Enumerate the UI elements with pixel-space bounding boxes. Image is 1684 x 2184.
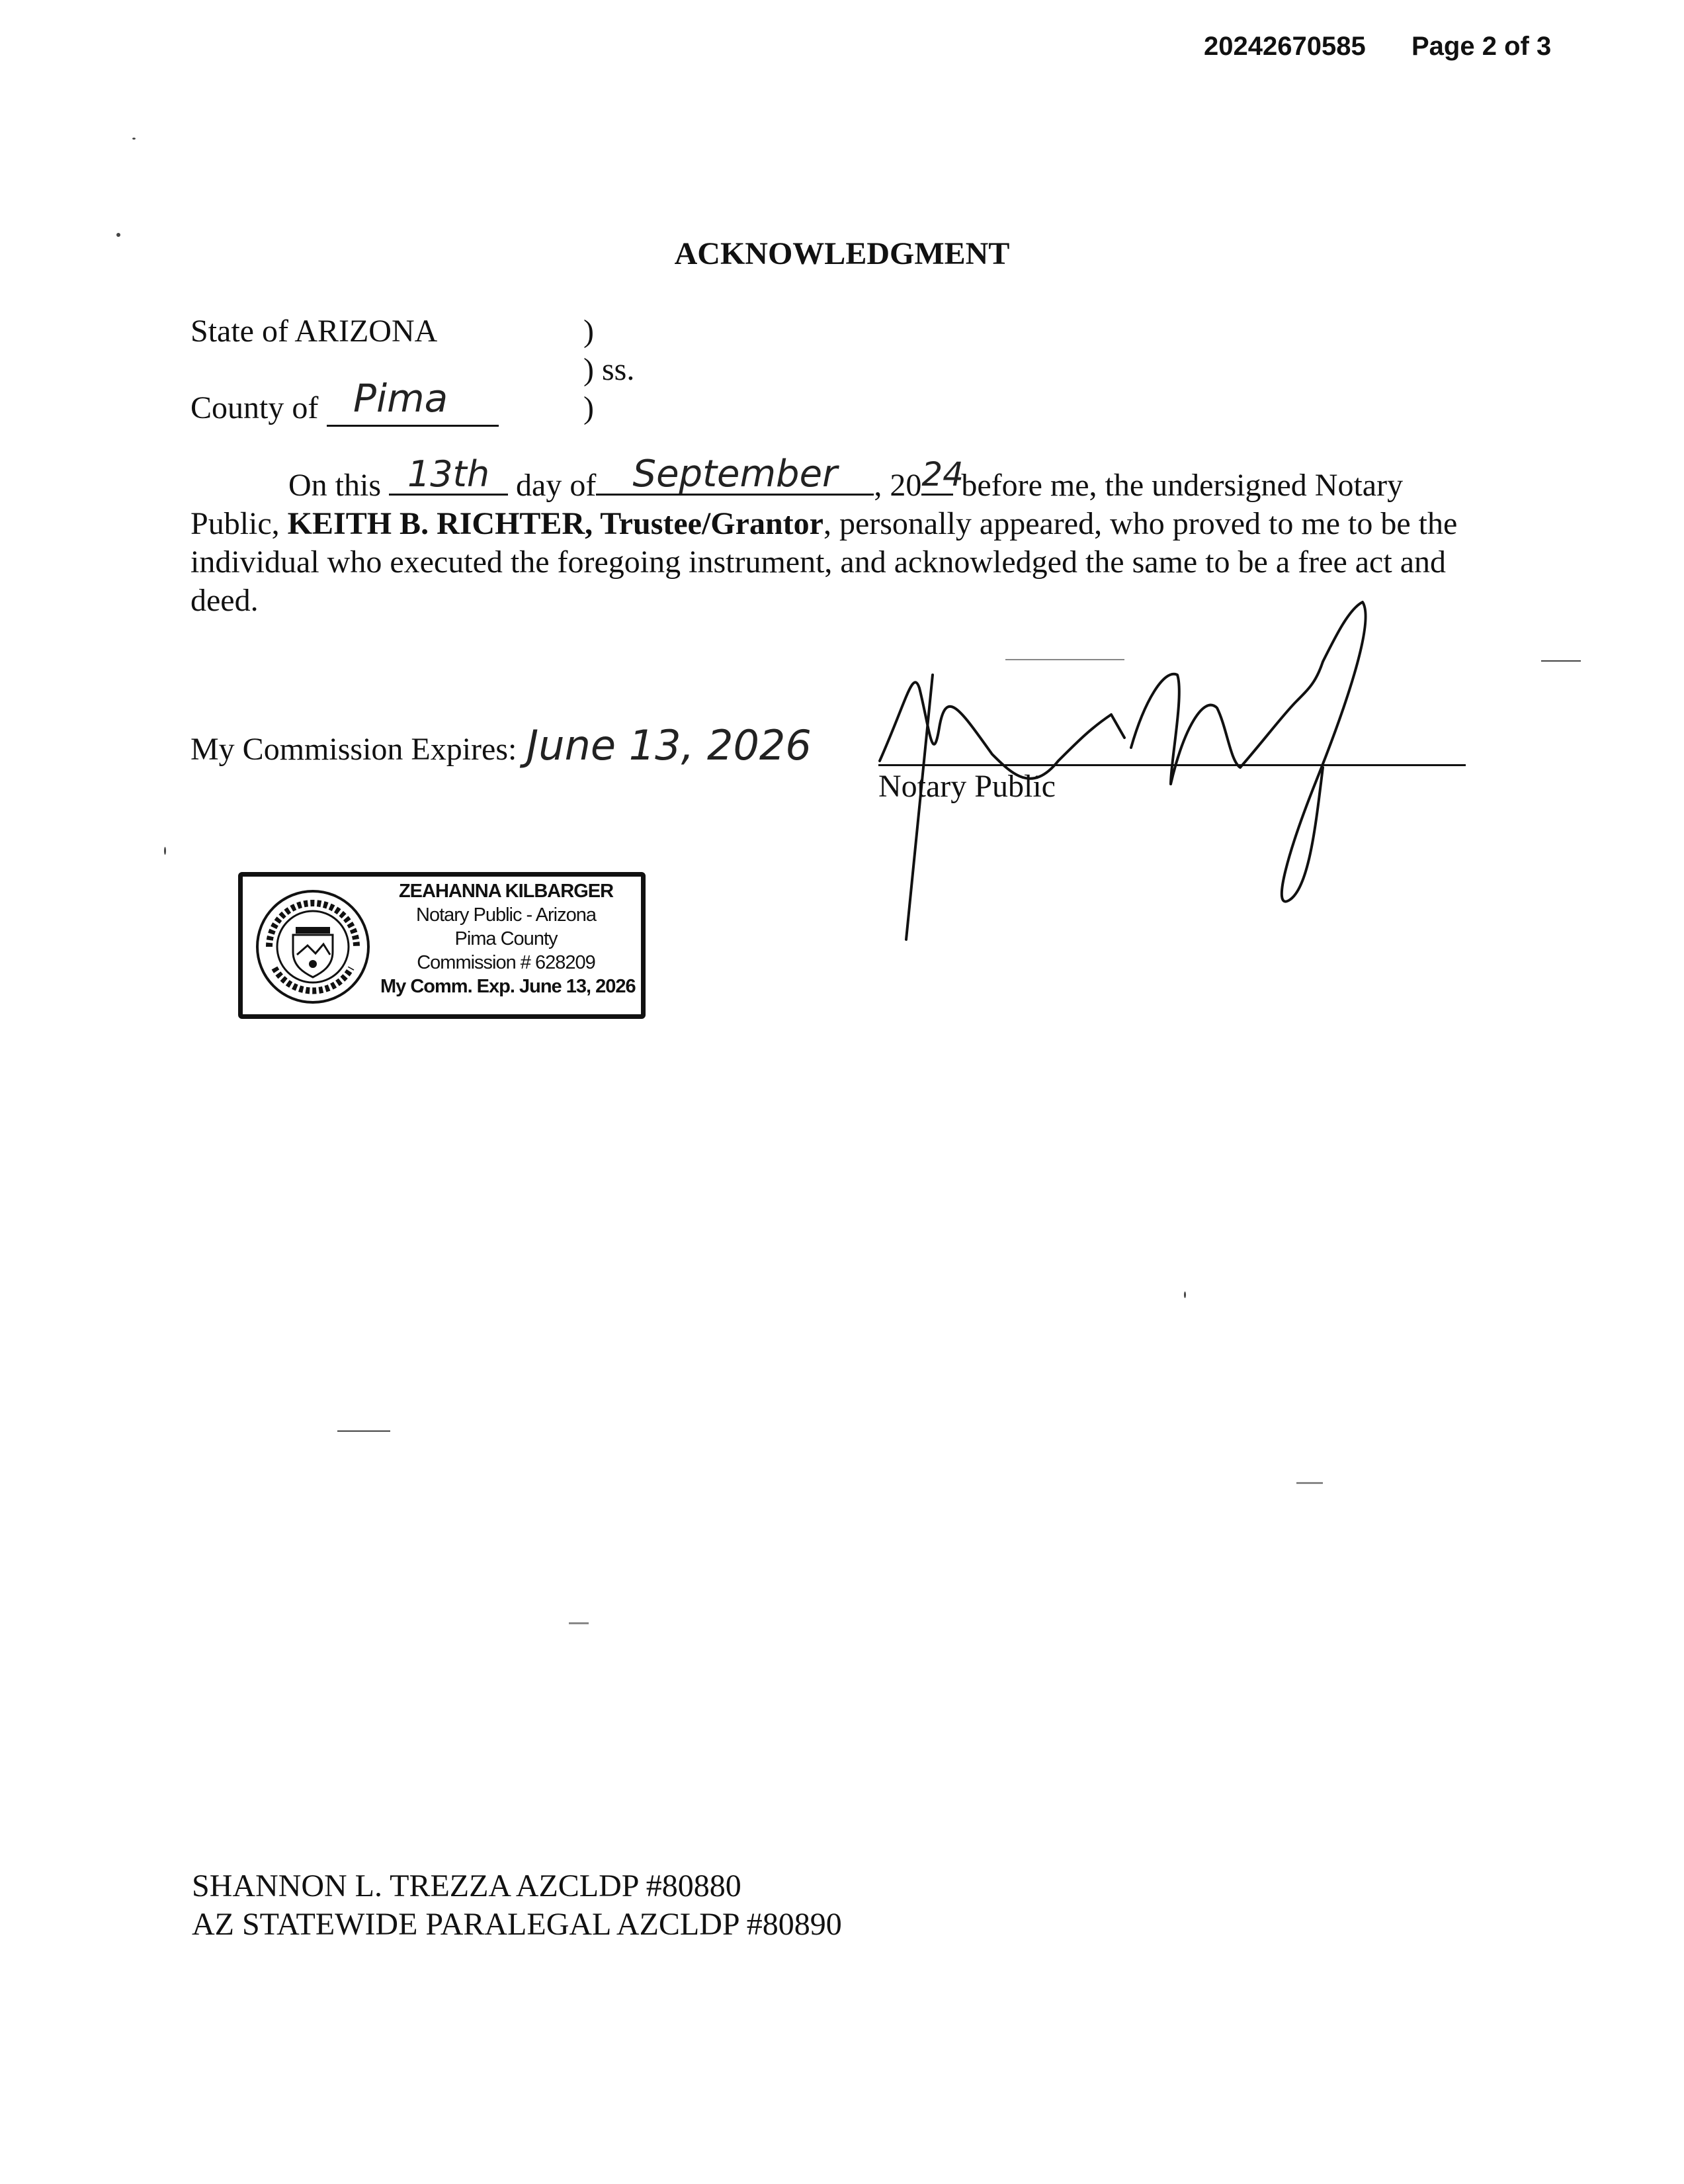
day-handwritten: 13th: [407, 453, 490, 495]
para-on-this: On this: [288, 468, 382, 503]
scan-speck: [116, 233, 120, 237]
paren-bottom: ): [583, 390, 594, 425]
grantor-name: KEITH B. RICHTER, Trustee/Grantor: [287, 506, 823, 541]
notary-public-caption: Notary Public: [878, 769, 1056, 804]
notary-title: Notary Public - Arizona: [416, 904, 596, 926]
page-title: ACKNOWLEDGMENT: [674, 236, 1010, 271]
para-day-of: day of: [516, 468, 597, 503]
preparer-line-2: AZ STATEWIDE PARALEGAL AZCLDP #80890: [192, 1907, 842, 1942]
stamp-text: [380, 877, 636, 998]
year-handwritten: 24: [921, 455, 964, 494]
commission-label: My Commission Expires:: [190, 732, 517, 767]
scan-speck: [164, 847, 166, 855]
notary-county: Pima County: [454, 928, 558, 949]
commission-date-handwritten: June 13, 2026: [526, 721, 812, 769]
county-handwritten: Pima: [353, 376, 448, 421]
para-rest: , personally appeared, who proved to me to be the individual who executed the foregoing instrument, and acknowledged the same to be a free act and deed.: [190, 506, 1458, 618]
month-handwritten: September: [632, 453, 838, 496]
scan-speck: [1184, 1291, 1186, 1298]
preparer-line-1: SHANNON L. TREZZA AZCLDP #80880: [192, 1868, 741, 1903]
year-blank: [921, 455, 964, 496]
month-blank: [596, 453, 874, 496]
para-year-prefix: , 20: [874, 468, 922, 503]
scan-speck: [1005, 659, 1124, 660]
county-blank: [327, 371, 499, 427]
scan-speck: [1296, 1482, 1323, 1484]
scan-speck: [337, 1430, 390, 1432]
page-indicator: Page 2 of 3: [1411, 32, 1552, 61]
scan-speck: [569, 1622, 589, 1624]
notary-stamp: [238, 872, 646, 1019]
para-before-me: before me, the undersigned Notary Public,: [190, 468, 1404, 541]
document-number: 20242670585: [1204, 32, 1366, 61]
paren-top: ): [583, 314, 594, 349]
ss-label: ) ss.: [583, 352, 635, 387]
county-label: County of: [190, 390, 319, 425]
arizona-state-seal-icon: [255, 889, 371, 1005]
commission-number: Commission # 628209: [417, 952, 595, 973]
day-blank: [389, 453, 508, 496]
commission-expiry: My Comm. Exp. June 13, 2026: [380, 976, 636, 997]
state-label: State of ARIZONA: [190, 314, 438, 349]
notary-name: ZEAHANNA KILBARGER: [398, 881, 614, 902]
scan-speck: [132, 138, 136, 140]
notary-signature: [860, 595, 1495, 966]
scan-speck: [1541, 660, 1581, 662]
